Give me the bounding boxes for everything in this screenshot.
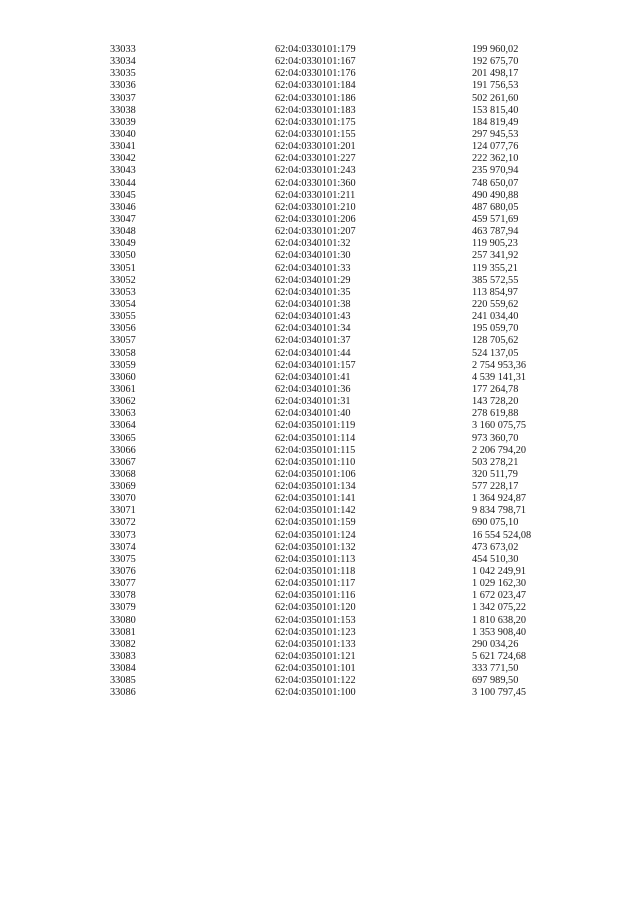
cadastral-value: 1 672 023,47 [472,590,527,602]
table-row [0,190,640,202]
cadastral-number: 62:04:0330101:167 [275,56,356,68]
cadastral-number: 62:04:0330101:176 [275,68,356,80]
row-number: 33045 [110,189,136,201]
cadastral-value: 748 650,07 [472,177,519,189]
cadastral-value: 1 364 924,87 [472,493,527,505]
cadastral-value: 128 705,62 [472,335,519,347]
row-number: 33040 [110,128,136,140]
table-row [0,214,640,226]
row-number: 33054 [110,298,136,310]
cadastral-value: 1 029 162,30 [472,578,527,590]
table-row [0,287,640,299]
cadastral-value: 2 206 794,20 [472,444,527,456]
cadastral-number: 62:04:0350101:113 [275,553,356,565]
row-number: 33068 [110,468,136,480]
row-number: 33060 [110,371,136,383]
table-row [0,542,640,554]
table-row [0,348,640,360]
row-number: 33074 [110,541,136,553]
table-row [0,165,640,177]
cadastral-number: 62:04:0340101:41 [275,371,351,383]
cadastral-number: 62:04:0330101:211 [275,189,356,201]
cadastral-value: 490 490,88 [472,189,519,201]
row-number: 33070 [110,493,136,505]
cadastral-number: 62:04:0340101:32 [275,238,351,250]
cadastral-value: 3 160 075,75 [472,420,527,432]
table-row [0,590,640,602]
row-number: 33044 [110,177,136,189]
cadastral-value: 124 077,76 [472,141,519,153]
cadastral-number: 62:04:0330101:206 [275,213,356,225]
row-number: 33077 [110,578,136,590]
cadastral-value: 3 100 797,45 [472,687,527,699]
table-row [0,687,640,699]
cadastral-number: 62:04:0330101:184 [275,80,356,92]
table-row [0,275,640,287]
row-number: 33035 [110,68,136,80]
row-number: 33053 [110,286,136,298]
table-row [0,651,640,663]
cadastral-number: 62:04:0350101:116 [275,590,356,602]
cadastral-number: 62:04:0340101:35 [275,286,351,298]
cadastral-value: 973 360,70 [472,432,519,444]
cadastral-number: 62:04:0350101:141 [275,493,356,505]
cadastral-number: 62:04:0330101:175 [275,116,356,128]
table-row [0,481,640,493]
table-row [0,335,640,347]
cadastral-number: 62:04:0350101:118 [275,566,356,578]
cadastral-value-table [0,44,640,700]
row-number: 33041 [110,141,136,153]
table-row [0,360,640,372]
row-number: 33076 [110,566,136,578]
cadastral-value: 222 362,10 [472,153,519,165]
cadastral-value: 177 264,78 [472,383,519,395]
table-row [0,44,640,56]
cadastral-number: 62:04:0330101:201 [275,141,356,153]
cadastral-number: 62:04:0340101:34 [275,323,351,335]
row-number: 33078 [110,590,136,602]
row-number: 33069 [110,481,136,493]
row-number: 33075 [110,553,136,565]
cadastral-number: 62:04:0330101:183 [275,104,356,116]
row-number: 33043 [110,165,136,177]
table-row [0,433,640,445]
cadastral-value: 119 905,23 [472,238,518,250]
row-number: 33084 [110,663,136,675]
table-row [0,493,640,505]
cadastral-value: 2 754 953,36 [472,359,527,371]
cadastral-number: 62:04:0330101:360 [275,177,356,189]
cadastral-value: 257 341,92 [472,250,519,262]
cadastral-number: 62:04:0350101:123 [275,626,356,638]
row-number: 33036 [110,80,136,92]
table-row [0,615,640,627]
table-row [0,554,640,566]
row-number: 33048 [110,226,136,238]
cadastral-number: 62:04:0350101:142 [275,505,356,517]
row-number: 33066 [110,444,136,456]
table-row [0,238,640,250]
row-number: 33039 [110,116,136,128]
cadastral-value: 220 559,62 [472,298,519,310]
cadastral-value: 463 787,94 [472,226,519,238]
cadastral-number: 62:04:0330101:243 [275,165,356,177]
row-number: 33038 [110,104,136,116]
table-row [0,311,640,323]
cadastral-number: 62:04:0340101:157 [275,359,356,371]
table-row [0,566,640,578]
cadastral-number: 62:04:0330101:210 [275,201,356,213]
row-number: 33082 [110,638,136,650]
row-number: 33083 [110,651,136,663]
cadastral-number: 62:04:0340101:37 [275,335,351,347]
cadastral-value: 503 278,21 [472,456,519,468]
cadastral-number: 62:04:0350101:120 [275,602,356,614]
cadastral-number: 62:04:0340101:44 [275,347,351,359]
table-row [0,141,640,153]
cadastral-number: 62:04:0350101:159 [275,517,356,529]
cadastral-number: 62:04:0340101:40 [275,408,351,420]
cadastral-number: 62:04:0330101:186 [275,92,356,104]
row-number: 33073 [110,529,136,541]
cadastral-value: 113 854,97 [472,286,518,298]
cadastral-number: 62:04:0350101:100 [275,687,356,699]
cadastral-number: 62:04:0330101:207 [275,226,356,238]
table-row [0,250,640,262]
table-row [0,323,640,335]
row-number: 33047 [110,213,136,225]
table-row [0,263,640,275]
row-number: 33056 [110,323,136,335]
row-number: 33058 [110,347,136,359]
cadastral-value: 385 572,55 [472,274,519,286]
row-number: 33042 [110,153,136,165]
table-row [0,226,640,238]
table-row [0,56,640,68]
cadastral-number: 62:04:0350101:153 [275,614,356,626]
row-number: 33072 [110,517,136,529]
cadastral-value: 191 756,53 [472,80,519,92]
cadastral-number: 62:04:0330101:155 [275,128,356,140]
row-number: 33071 [110,505,136,517]
table-row [0,602,640,614]
cadastral-value: 454 510,30 [472,553,519,565]
table-row [0,675,640,687]
row-number: 33055 [110,311,136,323]
row-number: 33085 [110,675,136,687]
table-row [0,505,640,517]
cadastral-value: 184 819,49 [472,116,519,128]
table-row [0,129,640,141]
table-row [0,396,640,408]
cadastral-value: 290 034,26 [472,638,519,650]
table-row [0,117,640,129]
cadastral-number: 62:04:0350101:119 [275,420,356,432]
cadastral-value: 192 675,70 [472,56,519,68]
cadastral-number: 62:04:0340101:29 [275,274,351,286]
cadastral-number: 62:04:0350101:133 [275,638,356,650]
cadastral-value: 119 355,21 [472,262,518,274]
cadastral-number: 62:04:0350101:117 [275,578,356,590]
table-row [0,445,640,457]
row-number: 33065 [110,432,136,444]
cadastral-value: 5 621 724,68 [472,651,527,663]
cadastral-number: 62:04:0340101:31 [275,396,351,408]
cadastral-value: 1 042 249,91 [472,566,527,578]
table-row [0,93,640,105]
cadastral-value: 1 342 075,22 [472,602,527,614]
row-number: 33079 [110,602,136,614]
row-number: 33064 [110,420,136,432]
cadastral-value: 473 673,02 [472,541,519,553]
cadastral-value: 487 680,05 [472,201,519,213]
table-row [0,153,640,165]
table-row [0,420,640,432]
row-number: 33062 [110,396,136,408]
cadastral-number: 62:04:0350101:134 [275,481,356,493]
cadastral-value: 241 034,40 [472,311,519,323]
row-number: 33049 [110,238,136,250]
row-number: 33037 [110,92,136,104]
cadastral-value: 199 960,02 [472,44,519,55]
cadastral-number: 62:04:0330101:179 [275,44,356,55]
cadastral-value: 333 771,50 [472,663,519,675]
cadastral-value: 297 945,53 [472,128,519,140]
row-number: 33080 [110,614,136,626]
table-row [0,530,640,542]
table-row [0,299,640,311]
table-row [0,178,640,190]
cadastral-value: 690 075,10 [472,517,519,529]
cadastral-number: 62:04:0350101:114 [275,432,356,444]
cadastral-number: 62:04:0340101:36 [275,383,351,395]
row-number: 33057 [110,335,136,347]
table-row [0,469,640,481]
cadastral-value: 4 539 141,31 [472,371,527,383]
row-number: 33063 [110,408,136,420]
cadastral-value: 524 137,05 [472,347,519,359]
table-row [0,105,640,117]
table-row [0,80,640,92]
cadastral-value: 502 261,60 [472,92,519,104]
cadastral-number: 62:04:0350101:101 [275,663,356,675]
cadastral-number: 62:04:0340101:33 [275,262,351,274]
row-number: 33081 [110,626,136,638]
cadastral-number: 62:04:0350101:122 [275,675,356,687]
table-row [0,627,640,639]
row-number: 33046 [110,201,136,213]
table-row [0,663,640,675]
row-number: 33034 [110,56,136,68]
table-row [0,517,640,529]
table-row [0,202,640,214]
row-number: 33051 [110,262,136,274]
cadastral-value: 459 571,69 [472,213,519,225]
table-row [0,384,640,396]
cadastral-value: 143 728,20 [472,396,519,408]
row-number: 33059 [110,359,136,371]
row-number: 33052 [110,274,136,286]
row-number: 33086 [110,687,136,699]
cadastral-value: 1 810 638,20 [472,614,527,626]
cadastral-value: 278 619,88 [472,408,519,420]
cadastral-number: 62:04:0340101:30 [275,250,351,262]
cadastral-number: 62:04:0340101:38 [275,298,351,310]
cadastral-value: 1 353 908,40 [472,626,527,638]
row-number: 33067 [110,456,136,468]
cadastral-value: 195 059,70 [472,323,519,335]
table-row [0,639,640,651]
cadastral-value: 201 498,17 [472,68,519,80]
table-row [0,408,640,420]
cadastral-value: 697 989,50 [472,675,519,687]
cadastral-number: 62:04:0350101:115 [275,444,356,456]
table-row [0,372,640,384]
cadastral-number: 62:04:0350101:106 [275,468,356,480]
row-number: 33050 [110,250,136,262]
cadastral-number: 62:04:0350101:132 [275,541,356,553]
row-number: 33061 [110,383,136,395]
cadastral-number: 62:04:0350101:110 [275,456,356,468]
cadastral-number: 62:04:0330101:227 [275,153,356,165]
table-row [0,578,640,590]
table-row [0,68,640,80]
row-number: 33033 [110,44,136,55]
cadastral-value: 235 970,94 [472,165,519,177]
cadastral-value: 16 554 524,08 [472,529,532,541]
cadastral-number: 62:04:0340101:43 [275,311,351,323]
cadastral-value: 153 815,40 [472,104,519,116]
cadastral-number: 62:04:0350101:124 [275,529,356,541]
table-row [0,457,640,469]
cadastral-value: 577 228,17 [472,481,519,493]
cadastral-value: 9 834 798,71 [472,505,527,517]
cadastral-value: 320 511,79 [472,468,518,480]
cadastral-number: 62:04:0350101:121 [275,651,356,663]
